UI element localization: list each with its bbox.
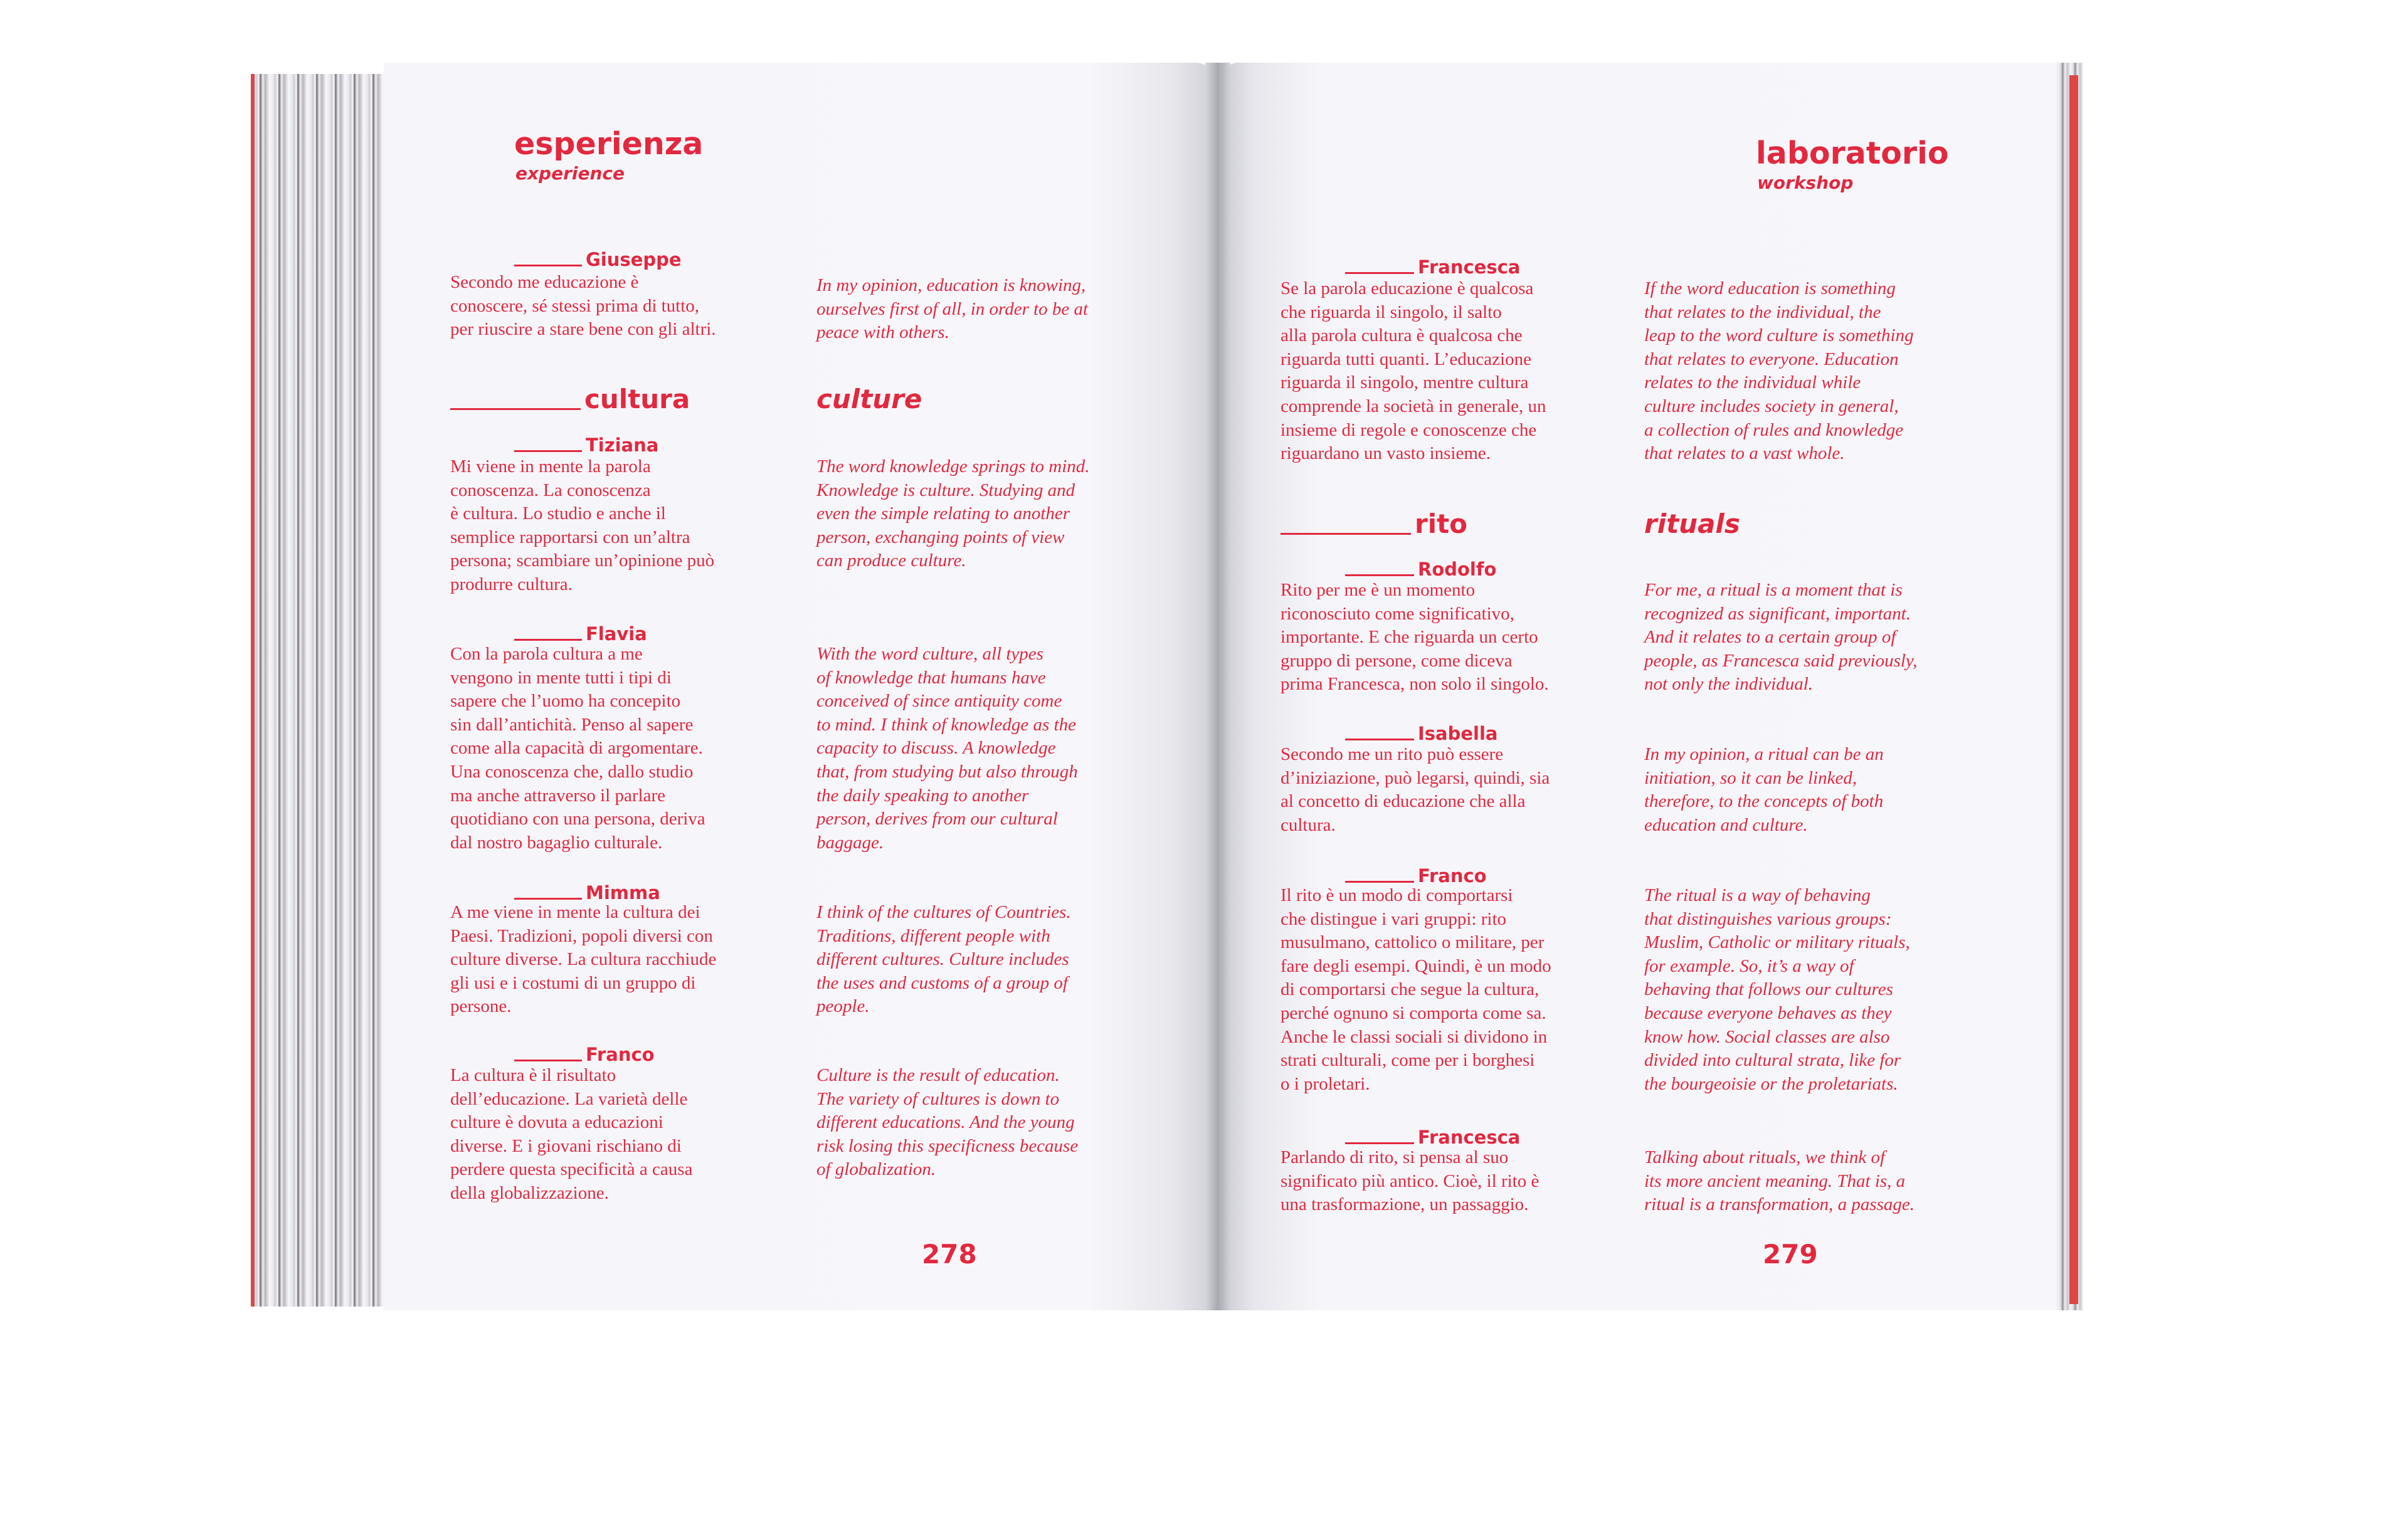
speaker-name: [514, 1046, 655, 1064]
italian-text: Mi viene in mente la parola conoscenza. La conoscenza è cultura. Lo studio e anche il semplice rapportarsi con un’altra persona; scambiare un’opinione può produrre cultura.: [450, 456, 715, 594]
english-text: If the word education is something that relates to the individual, the leap to the word culture is something that relates to everyone. Education relates to the individual while culture includes society in general, a collection of rules and knowledge that relates to a vast whole.: [1644, 278, 1914, 464]
section-heading-italian: [450, 386, 690, 413]
english-text: The word knowledge springs to mind. Knowledge is culture. Studying and even the simple relating to another person, exchanging points of view can produce culture.: [816, 456, 1090, 571]
page-number: 278: [922, 1239, 977, 1270]
name-rule: [514, 450, 582, 452]
name-rule: [1345, 574, 1414, 576]
right-section-subtitle: workshop: [1757, 172, 1854, 193]
english-text: In my opinion, education is knowing, ourselves first of all, in order to be at peace with others.: [816, 275, 1089, 343]
page-number: 279: [1763, 1239, 1818, 1270]
italian-text: Il rito è un modo di comportarsi che distingue i vari gruppi: rito musulmano, cattolico o militare, per fare degli esempi. Quindi, è un modo di comportarsi che segue la cultura, perché ognuno si comporta come sa. Anche le classi sociali si dividono in strati culturali, come per i borghesi o i proletari.: [1281, 885, 1551, 1094]
speaker-label: Francesca: [1418, 256, 1521, 278]
speaker-name: [514, 251, 682, 269]
speaker-label: Rodolfo: [1418, 559, 1497, 580]
english-text: Culture is the result of education. The variety of cultures is down to different educations. And the young risk losing this specificness because of globalization.: [816, 1065, 1079, 1180]
name-rule: [514, 898, 582, 900]
english-text: I think of the cultures of Countries. Traditions, different people with different cultures. Culture includes the uses and customs of a group of people.: [816, 902, 1071, 1017]
italian-text: A me viene in mente la cultura dei Paesi. Tradizioni, popoli diversi con culture diverse. La cultura racchiude gli usi e i costumi di un gruppo di persone.: [450, 902, 717, 1017]
italian-text: Parlando di rito, si pensa al suo significato più antico. Cioè, il rito è una trasformazione, un passaggio.: [1281, 1147, 1539, 1215]
speaker-label: Isabella: [1418, 723, 1498, 744]
left-section-title: esperienza: [514, 126, 704, 162]
section-heading-english: culture: [816, 384, 922, 414]
english-text: Talking about rituals, we think of its more ancient meaning. That is, a ritual is a transformation, a passage.: [1644, 1147, 1915, 1215]
name-rule: [514, 1060, 582, 1061]
heading-rule: [1281, 533, 1411, 535]
english-text: The ritual is a way of behaving that distinguishes various groups: Muslim, Catholic or military rituals, for example. So, it’s a way of behaving that follows our cultures because everyone behaves as they know how. Social classes are also divided into cultural strata, like for the bourgeoisie or the proletariats.: [1644, 885, 1910, 1094]
speaker-label: Mimma: [586, 882, 660, 903]
italian-text: Rito per me è un momento riconosciuto come significativo, importante. E che riguarda un certo gruppo di persone, come diceva prima Francesca, non solo il singolo.: [1281, 580, 1549, 695]
speaker-name: [1345, 258, 1520, 276]
page-edge-red-left: [251, 74, 255, 1307]
name-rule: [514, 265, 582, 266]
speaker-label: Franco: [1418, 865, 1487, 887]
left-page: [384, 63, 1215, 1310]
section-heading-italian: [1281, 508, 1468, 539]
italian-text: La cultura è il risultato dell’educazione. La varietà delle culture è dovuta a educazioni diverse. E i giovani rischiano di perdere questa specificità a causa della globalizzazione.: [450, 1065, 693, 1203]
name-rule: [1345, 739, 1414, 740]
speaker-label: Giuseppe: [586, 249, 682, 270]
speaker-name: [514, 436, 658, 455]
italian-text: Se la parola educazione è qualcosa che riguarda il singolo, il salto alla parola cultura è qualcosa che riguarda tutti quanti. L’educazione riguarda il singolo, mentre cultura comprende la società in generale, un insieme di regole e conoscenze che riguardano un vasto insieme.: [1281, 278, 1546, 464]
book-gutter: [1205, 63, 1230, 1310]
page-edges-left: [251, 74, 386, 1307]
speaker-label: Flavia: [586, 623, 647, 644]
name-rule: [514, 639, 582, 641]
right-page: [1220, 63, 2057, 1310]
right-section-title: laboratorio: [1756, 135, 1949, 171]
english-text: With the word culture, all types of knowledge that humans have conceived of since antiquity come to mind. I think of knowledge as the capacity to discuss. A knowledge that, from studying but also through the daily speaking to another person, derives from our cultural baggage.: [816, 644, 1078, 853]
name-rule: [1345, 1142, 1414, 1144]
italian-text: Con la parola cultura a me vengono in mente tutti i tipi di sapere che l’uomo ha concepito sin dall’antichità. Penso al sapere come alla capacità di argomentare. Una conoscenza che, dallo studio ma anche attraverso il parlare quotidiano con una persona, deriva dal nostro bagaglio culturale.: [450, 644, 705, 853]
speaker-name: [1345, 867, 1487, 885]
left-section-subtitle: experience: [515, 163, 625, 184]
speaker-label: Tiziana: [586, 434, 659, 456]
speaker-label: Franco: [586, 1044, 655, 1065]
english-text: In my opinion, a ritual can be an initiation, so it can be linked, therefore, to the concepts of both education and culture.: [1644, 744, 1884, 835]
page-edge-red-right: [2069, 75, 2078, 1304]
heading-label: rito: [1415, 508, 1468, 539]
italian-text: Secondo me un rito può essere d’iniziazione, può legarsi, quindi, sia al concetto di educazione che alla cultura.: [1281, 744, 1550, 835]
name-rule: [1345, 272, 1414, 274]
speaker-label: Francesca: [1418, 1127, 1521, 1148]
name-rule: [1345, 881, 1414, 883]
speaker-name: [514, 625, 647, 643]
heading-rule: [450, 408, 581, 410]
speaker-name: [1345, 1129, 1520, 1147]
heading-label: cultura: [584, 384, 690, 414]
italian-text: Secondo me educazione è conoscere, sé stessi prima di tutto, per riuscire a stare bene con gli altri.: [450, 272, 716, 340]
speaker-name: [514, 884, 660, 902]
speaker-name: [1345, 560, 1496, 579]
section-heading-english: rituals: [1644, 508, 1740, 539]
speaker-name: [1345, 725, 1498, 743]
english-text: For me, a ritual is a moment that is recognized as significant, important. And it relates to a certain group of people, as Francesca said previously, not only the individual.: [1644, 580, 1918, 695]
